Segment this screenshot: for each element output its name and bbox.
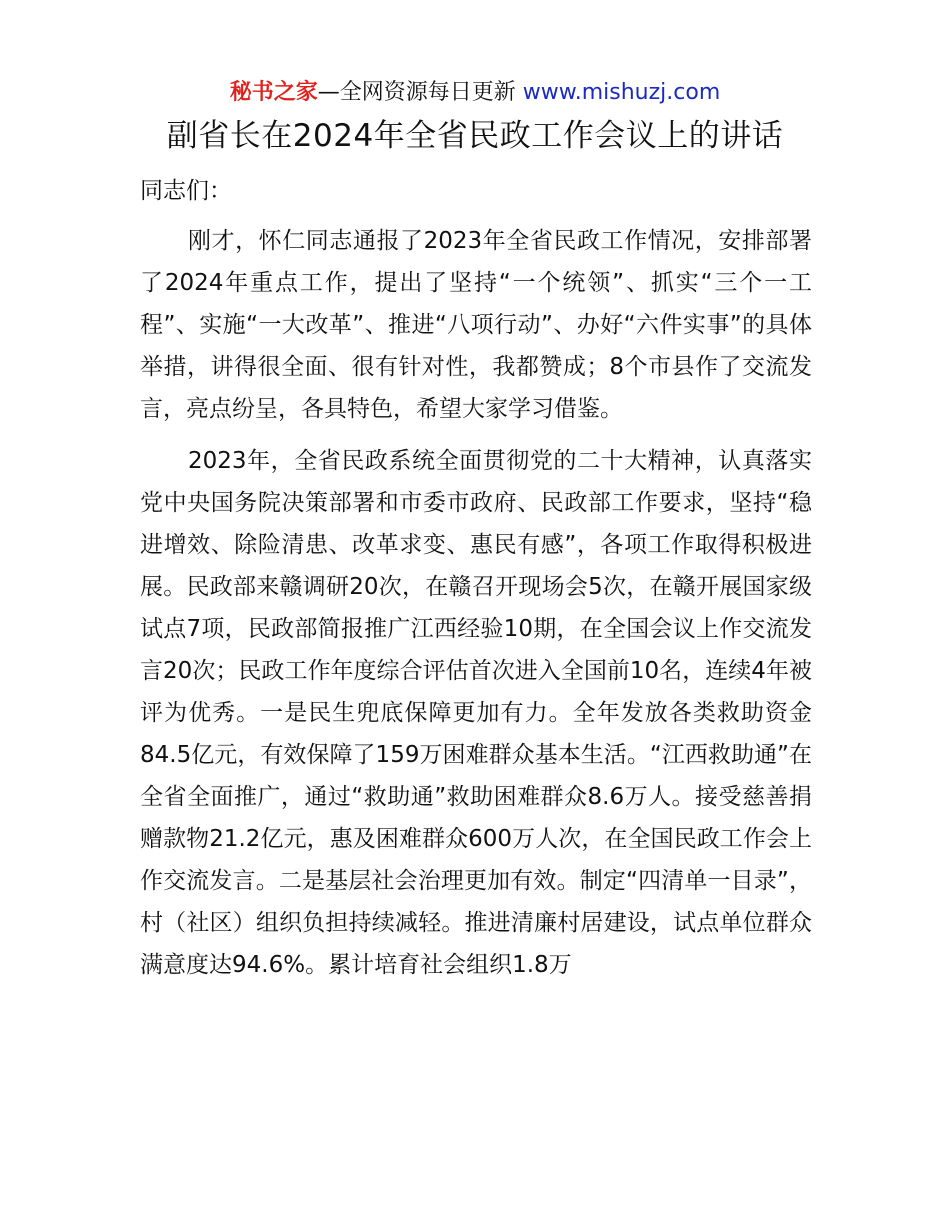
site-tagline: —全网资源每日更新: [317, 80, 516, 105]
paragraph-1: 刚才，怀仁同志通报了2023年全省民政工作情况，安排部署了2024年重点工作，提出了坚持“一个统领”、抓实“三个一工程”、实施“一大改革”、推进“八项行动”、办好“六件实事”的具体举措，讲得很全面、很有针对性，我都赞成；8个市县作了交流发言，亮点纷呈，各具特色，希望大家学习借鉴。: [140, 228, 812, 422]
site-url-link[interactable]: www.mishuzj.com: [522, 80, 721, 105]
salutation: 同志们：: [140, 178, 232, 204]
document-body: [140, 170, 812, 996]
site-header: [0, 78, 950, 108]
paragraph-2: 2023年，全省民政系统全面贯彻党的二十大精神，认真落实党中央国务院决策部署和市委市政府、民政部工作要求，坚持“稳进增效、除险清患、改革求变、惠民有感”，各项工作取得积极进展。民政部来赣调研20次，在赣召开现场会5次，在赣开展国家级试点7项，民政部简报推广江西经验10期，在全国会议上作交流发言20次；民政工作年度综合评估首次进入全国前10名，连续4年被评为优秀。一是民生兜底保障更加有力。全年发放各类救助资金84.5亿元，有效保障了159万困难群众基本生活。“江西救助通”在全省全面推广，通过“救助通”救助困难群众8.6万人。接受慈善捐赠款物21.2亿元，惠及困难群众600万人次，在全国民政工作会上作交流发言。二是基层社会治理更加有效。制定“四清单一目录”，村（社区）组织负担持续减轻。推进清廉村居建设，试点单位群众满意度达94.6%。累计培育社会组织1.8万: [140, 448, 812, 978]
document-title: 副省长在2024年全省民政工作会议上的讲话: [166, 118, 784, 154]
site-brand: 秘书之家: [229, 80, 318, 105]
